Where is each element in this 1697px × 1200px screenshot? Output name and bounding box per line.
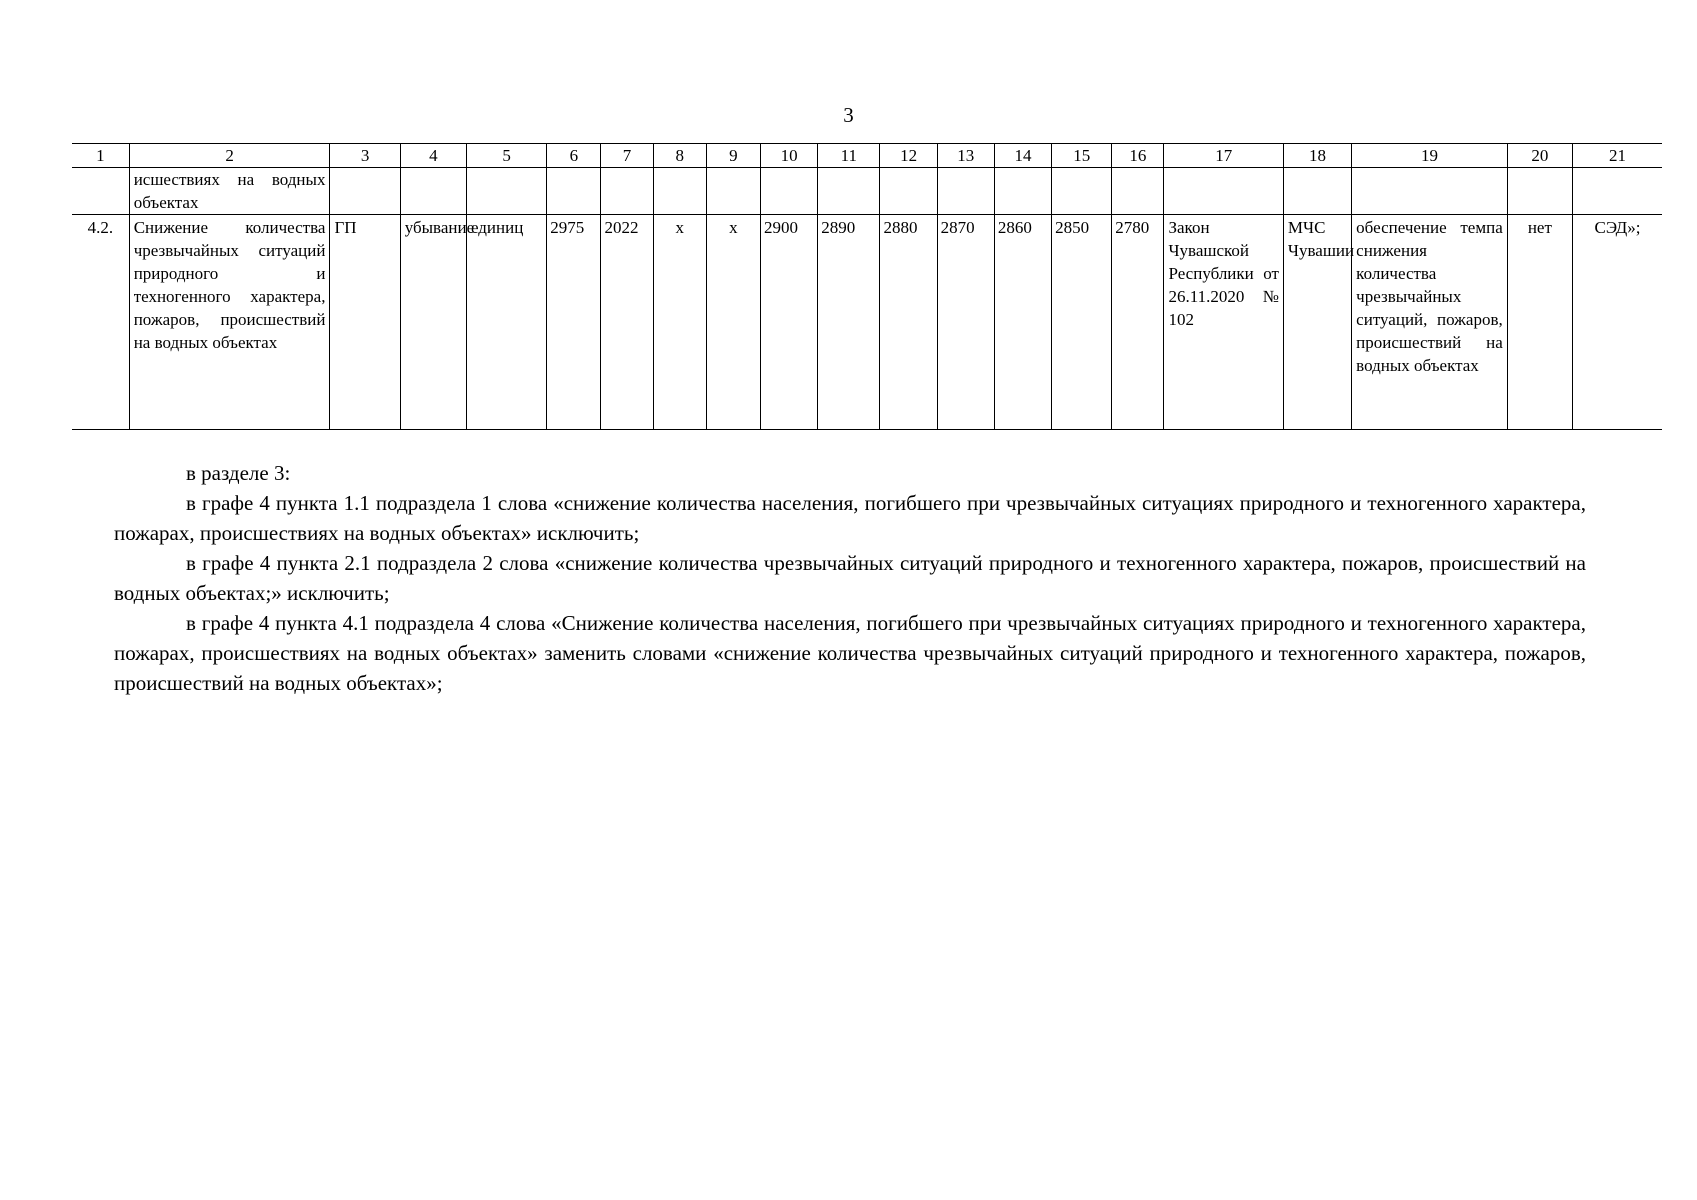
paragraph-section-3: в разделе 3: <box>186 461 291 485</box>
table-cell <box>1283 168 1351 215</box>
table-cell-col-14: 2860 <box>994 215 1051 430</box>
table-cell <box>761 168 818 215</box>
header-cell: 18 <box>1283 144 1351 168</box>
table-cell <box>330 168 400 215</box>
table-row-4-2 <box>72 215 1662 430</box>
table-cell-col-7: 2022 <box>601 215 653 430</box>
paragraph-item-4-1: в графе 4 пункта 4.1 подраздела 4 слова «Снижение количества населения, погибшего при чрезвычайных ситуациях природного и техногенного характера, пожарах, происшествиях на водных объектах» заменить словами «снижение количества чрезвычайных ситуаций природного и техногенного характера, пожаров, происшествий на водных объектах»; <box>114 611 1586 695</box>
header-cell: 5 <box>466 144 546 168</box>
table-cell <box>1507 168 1572 215</box>
table-cell-col-17: Закон Чувашской Республики от 26.11.2020 № 102 <box>1164 215 1283 430</box>
table-cell-col-2: Снижение количества чрезвычайных ситуаций природного и техногенного характера, пожаров, происшествий на водных объектах <box>129 215 330 430</box>
header-cell: 6 <box>547 144 601 168</box>
header-cell: 9 <box>706 144 760 168</box>
table-cell <box>880 168 937 215</box>
table-cell-col-20: нет <box>1507 215 1572 430</box>
table-cell-col-13: 2870 <box>937 215 994 430</box>
table-cell-col-12: 2880 <box>880 215 937 430</box>
table-header-row <box>72 144 1662 168</box>
table-cell-col-19: обеспечение темпа снижения количества чрезвычайных ситуаций, пожаров, происшествий на водных объектах <box>1352 215 1508 430</box>
table-cell-col-18: МЧС Чувашии <box>1283 215 1351 430</box>
table-cell-col-21: СЭД»; <box>1572 215 1662 430</box>
page-number: 3 <box>843 103 854 127</box>
table-row-continuation <box>72 168 1662 215</box>
paragraph-item-1-1: в графе 4 пункта 1.1 подраздела 1 слова «снижение количества населения, погибшего при чрезвычайных ситуациях природного и техногенного характера, пожарах, происшествиях на водных объектах» исключить; <box>114 491 1586 545</box>
header-cell: 11 <box>818 144 880 168</box>
paragraph-item-2-1: в графе 4 пункта 2.1 подраздела 2 слова «снижение количества чрезвычайных ситуаций природного и техногенного характера, пожаров, происшествий на водных объектах;» исключить; <box>114 551 1586 605</box>
header-cell: 4 <box>400 144 466 168</box>
header-cell: 13 <box>937 144 994 168</box>
table-cell-col-5: единиц <box>466 215 546 430</box>
table-cell-col-1: 4.2. <box>72 215 129 430</box>
header-cell: 20 <box>1507 144 1572 168</box>
header-cell: 12 <box>880 144 937 168</box>
table-cell: исшествиях на водных объектах <box>129 168 330 215</box>
table-cell <box>818 168 880 215</box>
header-cell: 19 <box>1352 144 1508 168</box>
table-cell <box>1052 168 1112 215</box>
header-cell: 7 <box>601 144 653 168</box>
table-cell <box>1164 168 1283 215</box>
table-cell <box>1112 168 1164 215</box>
table-cell <box>601 168 653 215</box>
indicators-table <box>72 143 1662 430</box>
table-cell <box>466 168 546 215</box>
table-cell-col-4: убывание <box>400 215 466 430</box>
header-cell: 16 <box>1112 144 1164 168</box>
table-cell <box>653 168 706 215</box>
amendment-text <box>114 458 1586 698</box>
table-cell-col-6: 2975 <box>547 215 601 430</box>
table-cell <box>994 168 1051 215</box>
table-cell-col-15: 2850 <box>1052 215 1112 430</box>
header-cell: 8 <box>653 144 706 168</box>
header-cell: 1 <box>72 144 129 168</box>
table-cell-col-10: 2900 <box>761 215 818 430</box>
header-cell: 15 <box>1052 144 1112 168</box>
header-cell: 3 <box>330 144 400 168</box>
table-cell <box>547 168 601 215</box>
table-cell-col-11: 2890 <box>818 215 880 430</box>
header-cell: 21 <box>1572 144 1662 168</box>
table-cell-col-9: х <box>706 215 760 430</box>
table-cell <box>72 168 129 215</box>
table-cell <box>1572 168 1662 215</box>
table-cell <box>706 168 760 215</box>
header-cell: 14 <box>994 144 1051 168</box>
header-cell: 10 <box>761 144 818 168</box>
table-cell <box>937 168 994 215</box>
table-cell-col-16: 2780 <box>1112 215 1164 430</box>
header-cell: 2 <box>129 144 330 168</box>
header-cell: 17 <box>1164 144 1283 168</box>
table-cell <box>1352 168 1508 215</box>
table-cell <box>400 168 466 215</box>
table-cell-col-8: х <box>653 215 706 430</box>
table-cell-col-3: ГП <box>330 215 400 430</box>
